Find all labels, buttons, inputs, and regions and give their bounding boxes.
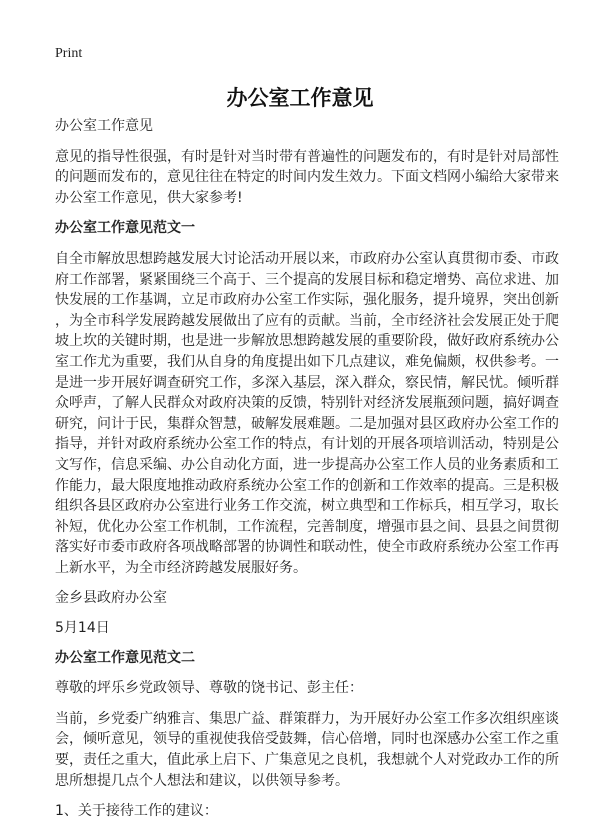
section-heading-1: 办公室工作意见范文一 (55, 220, 195, 237)
text-line: 当前，乡党委广纳雅言、集思广益、群策群力，为开展好办公室工作多次组织座谈 (55, 710, 559, 727)
subtitle: 办公室工作意见 (55, 118, 153, 134)
text-line: 指导，并针对政府系统办公室工作的特点，有计划的开展各项培训活动，特别是公 (55, 436, 559, 453)
body-paragraph-1 (55, 249, 559, 579)
text-line: 思所想提几点个人想法和建议，以供领导参考。 (55, 772, 349, 789)
text-line: 快发展的工作基调，立足市政府办公室工作实际，强化服务，提升境界，突出创新 (55, 292, 559, 309)
text-line: ，为全市科学发展跨越发展做出了应有的贡献。当前，全市经济社会发展正处于爬 (55, 312, 559, 329)
text-line: 文写作，信息采编、办公自动化方面，进一步提高办公室工作人员的业务素质和工 (55, 456, 559, 473)
text-line: 办公室工作意见，供大家参考! (55, 189, 243, 206)
text-line: 作能力，最大限度地推动政府系统办公室工作的创新和工作效率的提高。三是积极 (55, 477, 559, 494)
text-line: 是进一步开展好调查研究工作，多深入基层，深入群众，察民情，解民忧。倾听群 (55, 374, 559, 391)
text-line: 众呼声，了解人民群众对政府决策的反馈，特别针对经济发展瓶颈问题，搞好调查 (55, 395, 559, 412)
signature: 金乡县政府办公室 (55, 590, 167, 607)
text-line: 要，责任之重大，值此承上启下、广集意见之良机，我想就个人对党政办工作的所 (55, 752, 559, 769)
text-line: 的问题而发布的，意见往往在特定的时间内发生效力。下面文档网小编给大家带来 (55, 169, 559, 186)
print-link[interactable]: Print (55, 46, 83, 61)
page-title: 办公室工作意见 (226, 86, 374, 110)
text-line: 组织各县区政府办公室进行业务工作交流，树立典型和工作标兵，相互学习，取长 (55, 498, 559, 515)
list-item-1: 1、关于接待工作的建议： (55, 803, 218, 820)
text-line: 研究，问计于民，集群众智慧，破解发展难题。二是加强对县区政府办公室工作的 (55, 415, 559, 432)
document-body (55, 116, 559, 832)
text-line: 室工作尤为重要，我们从自身的角度提出如下几点建议，难免偏颇，权供参考。一 (55, 353, 559, 370)
text-line: 会，倾听意见，领导的重视使我倍受鼓舞，信心倍增，同时也深感办公室工作之重 (55, 731, 559, 748)
text-line: 坡上坎的关键时期，也是进一步解放思想跨越发展的重要阶段，做好政府系统办公 (55, 333, 559, 350)
text-line: 补短，优化办公室工作机制，工作流程，完善制度，增强市县之间、县县之间贯彻 (55, 518, 559, 535)
text-line: 自全市解放思想跨越发展大讨论活动开展以来，市政府办公室认真贯彻市委、市政 (55, 250, 559, 267)
text-line: 上新水平，为全市经济跨越发展服好务。 (55, 559, 307, 576)
salutation: 尊敬的坪乐乡党政领导、尊敬的饶书记、彭主任： (55, 680, 363, 697)
text-line: 落实好市委市政府各项战略部署的协调性和联动性，使全市政府系统办公室工作再 (55, 539, 559, 556)
intro-paragraph (55, 147, 559, 209)
date: 5月14日 (55, 620, 110, 637)
section-heading-2: 办公室工作意见范文二 (55, 649, 195, 666)
text-line: 意见的指导性很强，有时是针对当时带有普遍性的问题发布的，有时是针对局部性 (55, 148, 559, 165)
text-line: 府工作部署，紧紧围绕三个高于、三个提高的发展目标和稳定增势、高位求进、加 (55, 271, 559, 288)
body-paragraph-2 (55, 709, 559, 791)
